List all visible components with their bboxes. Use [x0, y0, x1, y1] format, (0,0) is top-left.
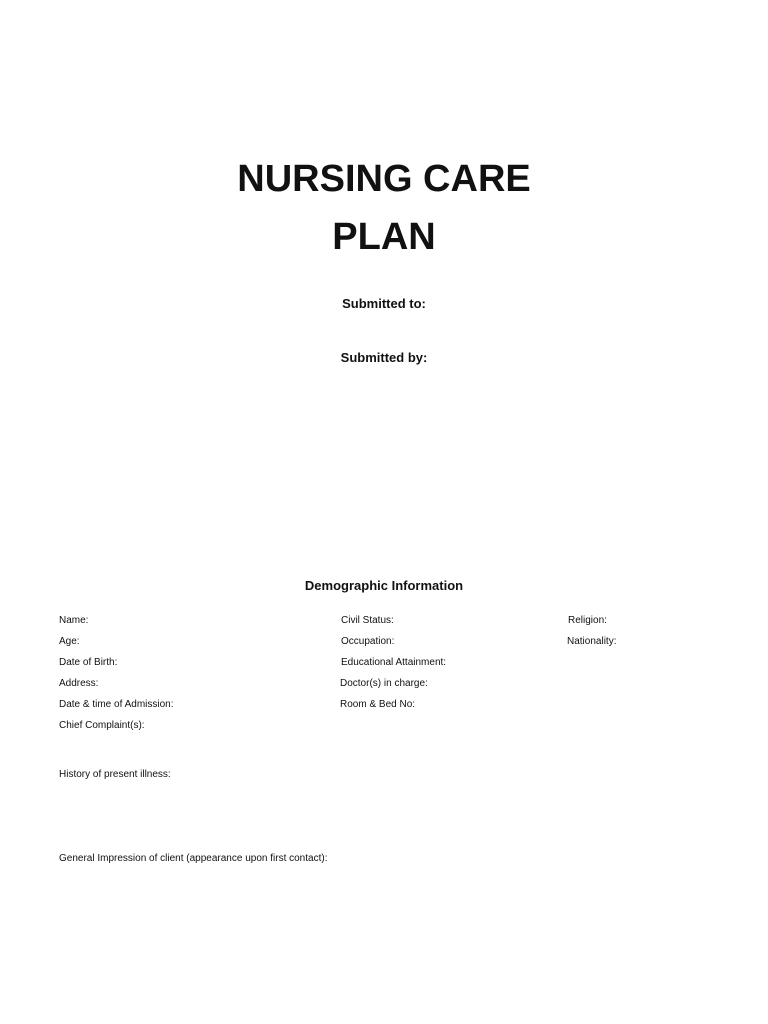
date-of-birth-label: Date of Birth:	[59, 657, 118, 668]
demographic-heading: Demographic Information	[304, 578, 464, 593]
date-time-admission-label: Date & time of Admission:	[59, 699, 174, 710]
educational-attainment-label: Educational Attainment:	[341, 657, 447, 668]
civil-status-label: Civil Status:	[341, 615, 394, 626]
title-line-1: NURSING CARE	[237, 158, 531, 200]
address-label: Address:	[59, 678, 99, 689]
submitted-to-label: Submitted to:	[342, 296, 426, 311]
doctors-in-charge-label: Doctor(s) in charge:	[340, 678, 428, 689]
page-title	[0, 150, 768, 266]
general-impression-label: General Impression of client (appearance upon first contact):	[59, 853, 328, 864]
name-label: Name:	[59, 615, 89, 626]
title-line-2: PLAN	[332, 216, 436, 258]
occupation-label: Occupation:	[341, 636, 395, 647]
room-bed-no-label: Room & Bed No:	[340, 699, 416, 710]
chief-complaints-label: Chief Complaint(s):	[59, 720, 145, 731]
history-present-illness-label: History of present illness:	[59, 769, 171, 780]
religion-label: Religion:	[568, 615, 607, 626]
submitted-by-label: Submitted by:	[340, 350, 428, 365]
nationality-label: Nationality:	[567, 636, 617, 647]
age-label: Age:	[59, 636, 80, 647]
